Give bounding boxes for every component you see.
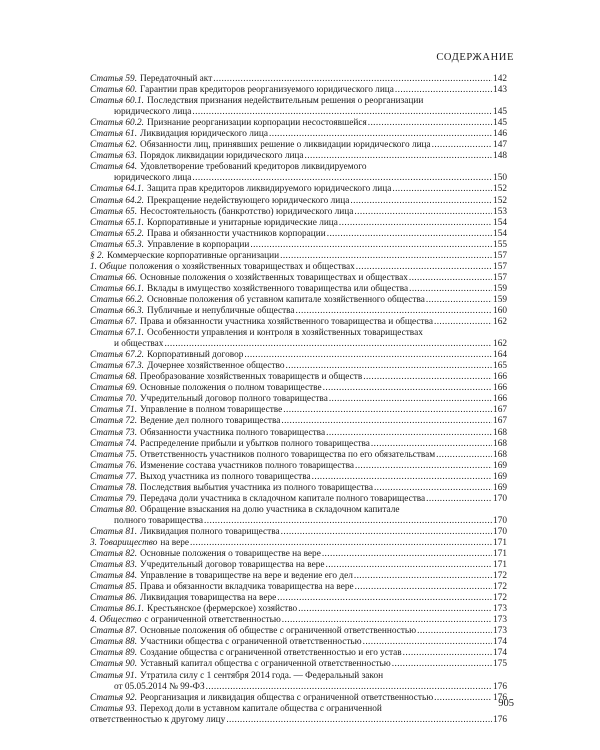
toc-entry-title: Ведение дел полного товарищества: [140, 416, 281, 427]
toc-entry-title: Защита прав кредиторов ликвидируемого юридического лица: [147, 184, 392, 195]
toc-entry-title: Преобразование хозяйственных товариществ и обществ: [140, 372, 363, 383]
dot-leader: [434, 693, 492, 704]
toc-entry: [90, 582, 507, 593]
toc-entry-number: Статья 65.3.: [90, 239, 144, 250]
dot-leader: [213, 74, 492, 85]
toc-entry: [90, 372, 507, 383]
toc-entry-title: Ликвидация товарищества на вере: [140, 593, 277, 604]
toc-entry-number: Статья 64.: [90, 162, 138, 173]
toc-entry-title: Ликвидация юридического лица: [140, 129, 268, 140]
dot-leader: [327, 229, 492, 240]
toc-page-number: 168: [493, 449, 507, 460]
toc-page-number: 170: [493, 493, 507, 504]
toc-page-number: 173: [493, 626, 507, 637]
toc-entry-number: Статья 74.: [90, 438, 138, 449]
dot-leader: [204, 516, 492, 527]
toc-entry: [90, 648, 507, 659]
toc-entry-number: Статья 82.: [90, 549, 138, 560]
toc-entry-title: Обязанности участника полного товарищества: [140, 427, 326, 438]
toc-entry: [90, 527, 507, 538]
toc-entry-number: Статья 84.: [90, 571, 138, 582]
toc-page-number: 171: [493, 549, 507, 560]
toc-page-number: 165: [493, 361, 507, 372]
dot-leader: [296, 306, 493, 317]
toc-entry: [90, 118, 507, 129]
toc-entry-number: Статья 73.: [90, 427, 138, 438]
toc-entry: [90, 218, 507, 229]
toc-entry: [90, 538, 507, 549]
toc-entry: [90, 140, 507, 151]
toc-entry-number: Статья 67.2.: [90, 350, 144, 361]
toc-entry-number: Статья 81.: [90, 526, 138, 537]
toc-entry-title: Несостоятельность (банкротство) юридического лица: [140, 206, 354, 217]
toc-page-number: 155: [493, 239, 507, 250]
toc-entry: [90, 626, 507, 637]
toc-page-number: 174: [493, 637, 507, 648]
toc-entry: [90, 383, 507, 394]
dot-leader: [374, 483, 492, 494]
toc-page-number: 169: [493, 471, 507, 482]
toc-page-number: 153: [493, 206, 507, 217]
toc-entry-number: Статья 86.: [90, 593, 138, 604]
dot-leader: [325, 560, 492, 571]
dot-leader: [371, 439, 492, 450]
toc-entry: [90, 704, 507, 715]
toc-entry: [90, 262, 507, 273]
toc-page-number: 169: [493, 460, 507, 471]
toc-entry-number: 3. Товарищество: [90, 537, 158, 548]
toc-page-number: 173: [493, 615, 507, 626]
dot-leader: [350, 196, 492, 207]
toc-entry-title: Передаточный акт: [140, 74, 213, 84]
toc-entry: [90, 240, 507, 251]
dot-leader: [409, 273, 492, 284]
toc-page-number: 169: [493, 482, 507, 493]
dot-leader: [392, 659, 492, 670]
toc-entry-title: Уставный капитал общества с ограниченной ответственностью: [140, 659, 391, 670]
toc-entry-title: Порядок ликвидации юридического лица: [140, 151, 304, 162]
toc-entry-number: Статья 64.1.: [90, 184, 144, 195]
toc-page-number: 172: [493, 582, 507, 593]
toc-entry: [90, 472, 507, 483]
toc-page-number: 162: [493, 339, 507, 350]
toc-entry-title: положения о хозяйственных товариществах и обществах: [129, 261, 355, 272]
toc-entry-number: Статья 71.: [90, 405, 138, 416]
toc-entry-number: Статья 67.: [90, 317, 138, 328]
toc-entry-number: § 2.: [90, 250, 104, 261]
toc-page-number: 164: [493, 350, 507, 361]
toc-entry-title: Основные положения о товариществе на вере: [140, 549, 321, 560]
toc-entry-number: Статья 77.: [90, 471, 138, 482]
toc-entry-title: и обществах: [114, 339, 164, 350]
toc-page-number: 170: [493, 526, 507, 537]
toc-entry-number: Статья 89.: [90, 648, 138, 659]
toc-entry-number: Статья 80.: [90, 504, 138, 515]
toc-entry: [90, 549, 507, 560]
toc-entry: [90, 184, 507, 195]
toc-entry-title: Передача доли участника в складочном капитале полного товарищества: [140, 493, 426, 504]
toc-entry-title: Права и обязанности вкладчика товарищества на вере: [140, 582, 354, 593]
toc-page-number: 167: [493, 405, 507, 416]
dot-leader: [312, 472, 492, 483]
dot-leader: [281, 416, 492, 427]
dot-leader: [395, 85, 492, 96]
toc-entry-number: Статья 75.: [90, 449, 138, 460]
toc-entry-title: от 05.05.2014 № 99-ФЗ: [114, 681, 205, 692]
toc-entry: [90, 173, 507, 184]
toc-entry: [90, 682, 507, 693]
toc-entry-number: Статья 64.2.: [90, 195, 144, 206]
toc-entry: [90, 483, 507, 494]
dot-leader: [226, 715, 492, 726]
toc-page-number: 152: [493, 195, 507, 206]
toc-entry: [90, 129, 507, 140]
toc-entry: [90, 516, 507, 527]
dot-leader: [339, 218, 492, 229]
toc-entry-number: Статья 63.: [90, 151, 138, 162]
toc-entry: [90, 273, 507, 284]
toc-entry: [90, 151, 507, 162]
dot-leader: [426, 295, 492, 306]
toc-entry: [90, 328, 507, 339]
toc-page-number: 159: [493, 283, 507, 294]
toc-entry-title: Гарантии прав кредиторов реорганизуемого юридического лица: [140, 85, 394, 96]
toc-page-number: 176: [493, 681, 507, 692]
toc-page-number: 142: [493, 74, 507, 84]
toc-entry-title: Признание реорганизации корпорации несостоявшейся: [147, 118, 367, 129]
toc-page-number: 162: [493, 317, 507, 328]
toc-entry-title: Последствия выбытия участника из полного товарищества: [140, 482, 373, 493]
toc-entry: [90, 361, 507, 372]
dot-leader: [164, 339, 492, 350]
toc-page-number: 171: [493, 560, 507, 571]
dot-leader: [426, 494, 492, 505]
toc-entry-title: Последствия признания недействительным решения о реорганизации: [147, 96, 424, 107]
toc-entry: [90, 604, 507, 615]
toc-entry-number: Статья 66.1.: [90, 283, 144, 294]
toc-entry-title: Управление в полном товариществе: [140, 405, 283, 416]
toc-entry-number: Статья 87.: [90, 626, 138, 637]
toc-entry: [90, 350, 507, 361]
page-number: 905: [498, 698, 514, 709]
toc-entry-number: Статья 60.2.: [90, 118, 144, 129]
dot-leader: [190, 538, 492, 549]
toc-entry: [90, 295, 507, 306]
toc-entry-title: Права и обязанности участника хозяйственного товарищества и общества: [140, 317, 433, 328]
toc-entry-number: Статья 76.: [90, 460, 138, 471]
table-of-contents: [90, 74, 507, 726]
dot-leader: [305, 151, 493, 162]
toc-entry-title: Коммерческие корпоративные организации: [106, 250, 280, 261]
toc-entry-title: Ликвидация полного товарищества: [140, 526, 280, 537]
toc-entry-number: Статья 86.1.: [90, 604, 144, 615]
toc-page-number: 175: [493, 659, 507, 670]
toc-entry: [90, 251, 507, 262]
toc-page-number: 167: [493, 416, 507, 427]
toc-entry-number: Статья 79.: [90, 493, 138, 504]
dot-leader: [192, 173, 492, 184]
toc-entry-number: Статья 88.: [90, 637, 138, 648]
toc-entry: [90, 317, 507, 328]
toc-page-number: 172: [493, 571, 507, 582]
toc-page-number: 159: [493, 294, 507, 305]
toc-entry-title: Корпоративный договор: [147, 350, 244, 361]
toc-entry-number: Статья 60.: [90, 85, 138, 96]
toc-page-number: 166: [493, 372, 507, 383]
toc-entry: [90, 571, 507, 582]
dot-leader: [403, 648, 492, 659]
toc-entry-title: Управление в корпорации: [147, 239, 250, 250]
toc-entry: [90, 637, 507, 648]
toc-entry-number: Статья 61.: [90, 129, 138, 140]
toc-page-number: 160: [493, 305, 507, 316]
toc-entry-title: Основные положения об обществе с ограниченной ответственностью: [140, 626, 417, 637]
dot-leader: [326, 428, 492, 439]
dot-leader: [250, 240, 492, 251]
toc-entry-number: Статья 78.: [90, 482, 138, 493]
toc-entry-number: Статья 93.: [90, 703, 138, 714]
toc-entry-title: Права и обязанности участников корпорации: [147, 228, 326, 239]
toc-entry-number: Статья 91.: [90, 670, 138, 681]
toc-page-number: 157: [493, 250, 507, 261]
toc-entry-title: ответственностью к другому лицу: [90, 714, 226, 725]
toc-entry-number: Статья 72.: [90, 416, 138, 427]
toc-entry-title: Ответственность участников полного товарищества по его обязательствам: [140, 449, 436, 460]
toc-page-number: 143: [493, 85, 507, 96]
dot-leader: [356, 262, 492, 273]
dot-leader: [355, 582, 492, 593]
dot-leader: [280, 251, 492, 262]
dot-leader: [432, 140, 492, 151]
dot-leader: [354, 207, 492, 218]
toc-page-number: 157: [493, 272, 507, 283]
dot-leader: [409, 284, 492, 295]
toc-entry: [90, 505, 507, 516]
toc-entry: [90, 284, 507, 295]
toc-entry-title: Переход доли в уставном капитале общества с ограниченной: [140, 703, 382, 714]
toc-entry: [90, 405, 507, 416]
toc-entry-number: Статья 70.: [90, 394, 138, 405]
toc-entry: [90, 207, 507, 218]
toc-entry: [90, 107, 507, 118]
dot-leader: [434, 317, 492, 328]
toc-entry: [90, 162, 507, 173]
toc-entry-number: Статья 66.3.: [90, 305, 144, 316]
toc-page-number: 173: [493, 604, 507, 615]
toc-entry-number: Статья 65.: [90, 206, 138, 217]
toc-entry-number: Статья 69.: [90, 383, 138, 394]
toc-page-number: 148: [493, 151, 507, 162]
dot-leader: [368, 118, 492, 129]
toc-entry-number: Статья 66.: [90, 272, 138, 283]
toc-entry-number: Статья 60.1.: [90, 96, 144, 107]
toc-page-number: 146: [493, 129, 507, 140]
toc-page-number: 176: [493, 714, 507, 725]
dot-leader: [281, 527, 492, 538]
toc-entry: [90, 306, 507, 317]
dot-leader: [417, 626, 492, 637]
toc-page-number: 168: [493, 427, 507, 438]
toc-entry-number: Статья 92.: [90, 692, 138, 703]
toc-entry-title: Основные положения о хозяйственных товариществах и обществах: [140, 272, 408, 283]
toc-page-number: 176: [493, 692, 507, 703]
toc-entry-title: Крестьянское (фермерское) хозяйство: [147, 604, 298, 615]
dot-leader: [363, 372, 492, 383]
running-header: СОДЕРЖАНИЕ: [436, 52, 514, 63]
toc-entry: [90, 560, 507, 571]
toc-entry: [90, 671, 507, 682]
toc-entry-title: Обращение взыскания на долю участника в складочном капитале: [140, 504, 400, 515]
toc-page-number: 145: [493, 118, 507, 129]
toc-entry: [90, 74, 507, 85]
toc-entry-title: Выход участника из полного товарищества: [140, 471, 311, 482]
toc-entry-number: Статья 59.: [90, 74, 138, 84]
dot-leader: [269, 129, 492, 140]
toc-entry-title: Вклады в имущество хозяйственного товарищества или общества: [147, 283, 409, 294]
toc-entry-title: Управление в товариществе на вере и ведение его дел: [140, 571, 353, 582]
toc-entry-title: Учредительный договор товарищества на вере: [140, 560, 325, 571]
toc-entry-title: Изменение состава участников полного товарищества: [140, 460, 354, 471]
toc-entry-number: Статья 62.: [90, 140, 138, 151]
toc-entry: [90, 96, 507, 107]
toc-entry: [90, 450, 507, 461]
toc-entry-number: Статья 67.1.: [90, 328, 144, 339]
toc-entry: [90, 229, 507, 240]
toc-entry-title: Удовлетворение требований кредиторов ликвидируемого: [140, 162, 367, 173]
toc-entry-title: юридического лица: [114, 173, 192, 184]
dot-leader: [277, 593, 492, 604]
toc-entry: [90, 659, 507, 670]
toc-entry-title: Распределение прибыли и убытков полного товарищества: [140, 438, 370, 449]
dot-leader: [355, 461, 492, 472]
toc-entry-number: Статья 85.: [90, 582, 138, 593]
dot-leader: [206, 682, 492, 693]
toc-entry: [90, 85, 507, 96]
toc-entry: [90, 461, 507, 472]
toc-entry-number: 4. Общество: [90, 615, 142, 626]
dot-leader: [392, 184, 492, 195]
toc-entry-title: на вере: [160, 537, 190, 548]
dot-leader: [244, 350, 492, 361]
toc-entry: [90, 615, 507, 626]
toc-entry-title: Основные положения об уставном капитале хозяйственного общества: [147, 294, 425, 305]
toc-entry: [90, 693, 507, 704]
dot-leader: [322, 549, 492, 560]
toc-entry: [90, 593, 507, 604]
toc-entry: [90, 339, 507, 350]
toc-entry-number: Статья 66.2.: [90, 294, 144, 305]
toc-entry: [90, 416, 507, 427]
toc-page-number: 172: [493, 593, 507, 604]
dot-leader: [283, 405, 492, 416]
dot-leader: [354, 571, 492, 582]
dot-leader: [192, 107, 492, 118]
toc-entry-number: Статья 65.2.: [90, 228, 144, 239]
toc-entry-number: Статья 90.: [90, 659, 138, 670]
toc-entry: [90, 494, 507, 505]
toc-entry-title: Основные положения о полном товариществе: [140, 383, 322, 394]
toc-entry-title: Утратила силу с 1 сентября 2014 года. — Федеральный закон: [140, 670, 384, 681]
toc-entry-title: Участники общества с ограниченной ответственностью: [140, 637, 362, 648]
toc-entry-number: Статья 68.: [90, 372, 138, 383]
dot-leader: [323, 383, 492, 394]
toc-entry-number: 1. Общие: [90, 261, 127, 272]
toc-page-number: 170: [493, 515, 507, 526]
toc-entry-title: Особенности управления и контроля в хозяйственных товариществах: [147, 328, 423, 339]
toc-page-number: 150: [493, 173, 507, 184]
toc-entry-number: Статья 83.: [90, 560, 138, 571]
toc-entry-title: с ограниченной ответственностью: [144, 615, 281, 626]
toc-entry: [90, 439, 507, 450]
toc-page-number: 147: [493, 140, 507, 151]
dot-leader: [286, 361, 493, 372]
toc-entry-number: Статья 65.1.: [90, 217, 144, 228]
toc-entry: [90, 428, 507, 439]
toc-page-number: 157: [493, 261, 507, 272]
toc-entry-title: Дочернее хозяйственное общество: [147, 361, 285, 372]
toc-page-number: 174: [493, 648, 507, 659]
toc-entry-title: Обязанности лиц, принявших решение о ликвидации юридического лица: [140, 140, 431, 151]
toc-entry-title: Учредительный договор полного товарищества: [140, 394, 328, 405]
dot-leader: [363, 637, 492, 648]
toc-entry: [90, 196, 507, 207]
toc-entry-title: Создание общества с ограниченной ответственностью и его устав: [140, 648, 402, 659]
toc-entry-title: Корпоративные и унитарные юридические лица: [147, 217, 338, 228]
dot-leader: [436, 450, 492, 461]
toc-entry: [90, 394, 507, 405]
toc-entry-title: юридического лица: [114, 107, 192, 118]
dot-leader: [282, 615, 492, 626]
dot-leader: [329, 394, 492, 405]
toc-page-number: 166: [493, 394, 507, 405]
toc-page-number: 171: [493, 537, 507, 548]
toc-page-number: 152: [493, 184, 507, 195]
toc-page-number: 166: [493, 383, 507, 394]
toc-entry-title: полного товарищества: [114, 515, 204, 526]
toc-entry-number: Статья 67.3.: [90, 361, 144, 372]
toc-entry-title: Реорганизация и ликвидация общества с ограниченной ответственностью: [140, 692, 434, 703]
dot-leader: [298, 604, 492, 615]
toc-entry-title: Прекращение недействующего юридического лица: [147, 195, 350, 206]
toc-page-number: 154: [493, 217, 507, 228]
toc-entry-title: Публичные и непубличные общества: [147, 305, 295, 316]
toc-page-number: 145: [493, 107, 507, 118]
toc-entry: [90, 715, 507, 726]
toc-page-number: 154: [493, 228, 507, 239]
toc-page-number: 168: [493, 438, 507, 449]
